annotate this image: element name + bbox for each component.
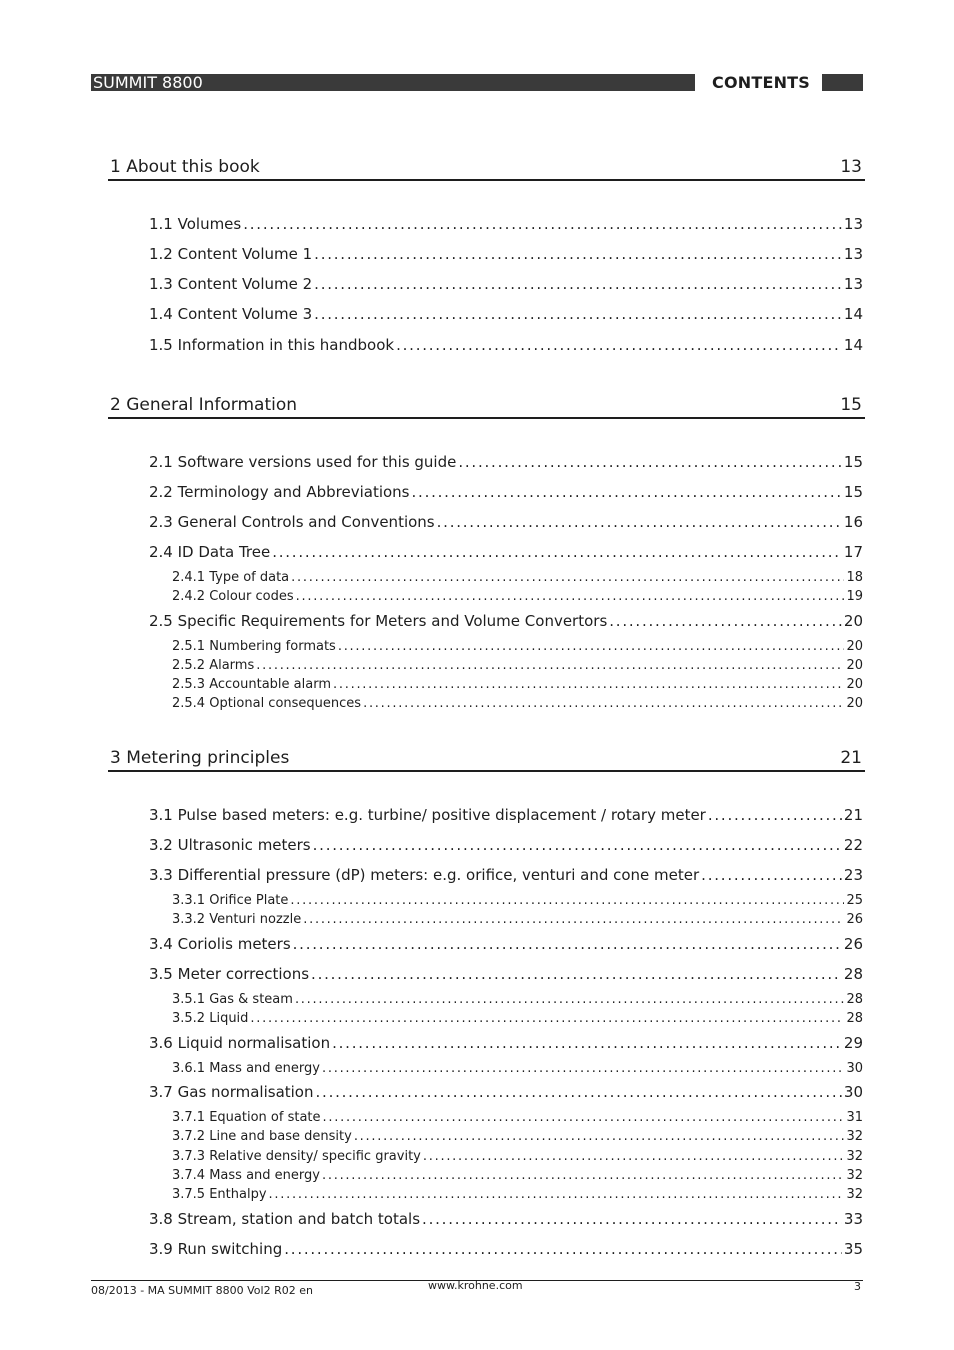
toc-entry-title: 3.5.2 Liquid xyxy=(172,1011,249,1026)
toc-chapter-heading[interactable] xyxy=(108,746,865,772)
toc-section-entry[interactable] xyxy=(149,805,863,825)
toc-subsection-entry[interactable] xyxy=(172,911,863,928)
toc-entry-page: 13 xyxy=(843,275,863,293)
toc-section-entry[interactable] xyxy=(149,964,863,984)
toc-entry-title: 3.5.1 Gas & steam xyxy=(172,992,293,1007)
toc-section-entry[interactable] xyxy=(149,934,863,954)
toc-entry-page: 19 xyxy=(846,589,863,604)
toc-section-entry[interactable] xyxy=(149,542,863,562)
toc-entry-page: 18 xyxy=(846,570,863,585)
toc-entry-title: 2.5.2 Alarms xyxy=(172,658,255,673)
toc-entry-page: 13 xyxy=(843,245,863,263)
toc-section-entry[interactable] xyxy=(149,335,863,355)
toc-dot-leader xyxy=(314,274,842,294)
toc-dot-leader xyxy=(437,512,842,532)
toc-chapter-title: 1 About this book xyxy=(110,157,260,177)
toc-dot-leader xyxy=(422,1209,842,1229)
toc-entry-title: 3.7.3 Relative density/ specific gravity xyxy=(172,1149,421,1164)
toc-entry-title: 1.2 Content Volume 1 xyxy=(149,245,313,263)
toc-entry-page: 28 xyxy=(843,965,863,983)
toc-section-entry[interactable] xyxy=(149,835,863,855)
toc-dot-leader xyxy=(338,638,845,655)
toc-entry-page: 14 xyxy=(843,336,863,354)
toc-entry-title: 2.3 General Controls and Conventions xyxy=(149,513,435,531)
toc-dot-leader xyxy=(333,676,844,693)
toc-entry-title: 1.4 Content Volume 3 xyxy=(149,305,313,323)
toc-section-entry[interactable] xyxy=(149,244,863,264)
toc-entry-page: 28 xyxy=(846,1011,863,1026)
toc-subsection-entry[interactable] xyxy=(172,638,863,655)
toc-entry-title: 3.3.2 Venturi nozzle xyxy=(172,912,302,927)
toc-dot-leader xyxy=(272,542,842,562)
toc-entry-title: 3.5 Meter corrections xyxy=(149,965,310,983)
toc-chapter-page: 13 xyxy=(840,157,862,177)
toc-dot-leader xyxy=(396,335,842,355)
toc-entry-page: 32 xyxy=(846,1129,863,1144)
toc-subsection-entry[interactable] xyxy=(172,588,863,605)
toc-dot-leader xyxy=(316,1082,842,1102)
toc-entry-page: 15 xyxy=(843,453,863,471)
toc-subsection-entry[interactable] xyxy=(172,695,863,712)
toc-entry-title: 3.4 Coriolis meters xyxy=(149,935,291,953)
toc-dot-leader xyxy=(293,934,842,954)
toc-entry-title: 2.5.3 Accountable alarm xyxy=(172,677,331,692)
toc-chapter-heading[interactable] xyxy=(108,393,865,419)
toc-entry-title: 2.5.4 Optional consequences xyxy=(172,696,362,711)
toc-entry-page: 20 xyxy=(846,639,863,654)
toc-entry-title: 2.4.1 Type of data xyxy=(172,570,290,585)
toc-entry-page: 20 xyxy=(846,677,863,692)
toc-dot-leader xyxy=(332,1033,842,1053)
toc-entry-page: 32 xyxy=(846,1149,863,1164)
toc-entry-title: 1.5 Information in this handbook xyxy=(149,336,395,354)
toc-subsection-entry[interactable] xyxy=(172,991,863,1008)
toc-dot-leader xyxy=(296,588,845,605)
toc-dot-leader xyxy=(314,244,842,264)
toc-entry-title: 3.1 Pulse based meters: e.g. turbine/ positive displacement / rotary meter xyxy=(149,806,706,824)
toc-subsection-entry[interactable] xyxy=(172,1109,863,1126)
toc-entry-title: 2.5 Specific Requirements for Meters and Volume Convertors xyxy=(149,612,608,630)
toc-entry-page: 16 xyxy=(843,513,863,531)
toc-entry-title: 3.7.1 Equation of state xyxy=(172,1110,321,1125)
toc-subsection-entry[interactable] xyxy=(172,657,863,674)
toc-dot-leader xyxy=(412,482,842,502)
toc-entry-page: 22 xyxy=(843,836,863,854)
toc-entry-page: 35 xyxy=(843,1240,863,1258)
toc-entry-title: 2.5.1 Numbering formats xyxy=(172,639,336,654)
toc-entry-page: 26 xyxy=(846,912,863,927)
toc-section-entry[interactable] xyxy=(149,482,863,502)
toc-dot-leader xyxy=(243,214,842,234)
toc-entry-page: 23 xyxy=(843,866,863,884)
toc-entry-page: 20 xyxy=(846,696,863,711)
toc-entry-page: 21 xyxy=(843,806,863,824)
toc-section-entry[interactable] xyxy=(149,304,863,324)
footer-website: www.krohne.com xyxy=(428,1279,523,1292)
toc-dot-leader xyxy=(311,964,842,984)
toc-subsection-entry[interactable] xyxy=(172,569,863,586)
toc-entry-title: 2.4.2 Colour codes xyxy=(172,589,294,604)
toc-dot-leader xyxy=(314,304,842,324)
toc-entry-page: 25 xyxy=(846,893,863,908)
toc-dot-leader xyxy=(609,611,842,631)
toc-entry-title: 3.9 Run switching xyxy=(149,1240,283,1258)
toc-entry-page: 28 xyxy=(846,992,863,1007)
toc-dot-leader xyxy=(291,569,844,586)
toc-subsection-entry[interactable] xyxy=(172,676,863,693)
toc-dot-leader xyxy=(323,1109,845,1126)
toc-entry-page: 33 xyxy=(843,1210,863,1228)
toc-section-entry[interactable] xyxy=(149,452,863,472)
toc-entry-page: 30 xyxy=(846,1061,863,1076)
toc-subsection-entry[interactable] xyxy=(172,892,863,909)
header-doc-title: SUMMIT 8800 xyxy=(93,73,203,92)
toc-entry-title: 3.7.4 Mass and energy xyxy=(172,1168,320,1183)
toc-subsection-entry[interactable] xyxy=(172,1186,863,1203)
toc-section-entry[interactable] xyxy=(149,1239,863,1259)
toc-dot-leader xyxy=(458,452,842,472)
toc-chapter-title: 2 General Information xyxy=(110,395,298,415)
toc-entry-title: 3.6.1 Mass and energy xyxy=(172,1061,320,1076)
toc-section-entry[interactable] xyxy=(149,274,863,294)
toc-entry-title: 3.6 Liquid normalisation xyxy=(149,1034,331,1052)
toc-entry-page: 14 xyxy=(843,305,863,323)
toc-dot-leader xyxy=(269,1186,845,1203)
toc-entry-page: 30 xyxy=(843,1083,863,1101)
toc-entry-title: 3.7 Gas normalisation xyxy=(149,1083,314,1101)
toc-entry-title: 2.4 ID Data Tree xyxy=(149,543,271,561)
toc-entry-title: 3.2 Ultrasonic meters xyxy=(149,836,311,854)
toc-dot-leader xyxy=(250,1010,844,1027)
toc-dot-leader xyxy=(284,1239,842,1259)
toc-section-entry[interactable] xyxy=(149,865,863,885)
toc-entry-title: 1.3 Content Volume 2 xyxy=(149,275,313,293)
toc-section-entry[interactable] xyxy=(149,512,863,532)
toc-entry-page: 26 xyxy=(843,935,863,953)
toc-entry-title: 3.7.5 Enthalpy xyxy=(172,1187,267,1202)
toc-entry-page: 20 xyxy=(846,658,863,673)
toc-chapter-page: 21 xyxy=(840,748,862,768)
toc-subsection-entry[interactable] xyxy=(172,1060,863,1077)
toc-subsection-entry[interactable] xyxy=(172,1010,863,1027)
toc-dot-leader xyxy=(313,835,842,855)
toc-subsection-entry[interactable] xyxy=(172,1167,863,1184)
footer-page-number: 3 xyxy=(854,1280,861,1293)
toc-entry-page: 32 xyxy=(846,1187,863,1202)
toc-entry-title: 2.2 Terminology and Abbreviations xyxy=(149,483,410,501)
toc-entry-title: 1.1 Volumes xyxy=(149,215,242,233)
toc-entry-page: 31 xyxy=(846,1110,863,1125)
toc-entry-title: 3.7.2 Line and base density xyxy=(172,1129,352,1144)
toc-entry-page: 17 xyxy=(843,543,863,561)
toc-chapter-page: 15 xyxy=(840,395,862,415)
toc-section-entry[interactable] xyxy=(149,1082,863,1102)
toc-subsection-entry[interactable] xyxy=(172,1128,863,1145)
toc-entry-title: 3.8 Stream, station and batch totals xyxy=(149,1210,421,1228)
toc-entry-title: 2.1 Software versions used for this guide xyxy=(149,453,457,471)
toc-dot-leader xyxy=(322,1167,844,1184)
toc-dot-leader xyxy=(701,865,842,885)
toc-section-entry[interactable] xyxy=(149,1209,863,1229)
toc-entry-page: 15 xyxy=(843,483,863,501)
toc-subsection-entry[interactable] xyxy=(172,1148,863,1165)
toc-dot-leader xyxy=(423,1148,845,1165)
footer-doc-ref: 08/2013 - MA SUMMIT 8800 Vol2 R02 en xyxy=(91,1284,313,1297)
toc-dot-leader xyxy=(295,991,845,1008)
toc-entry-page: 13 xyxy=(843,215,863,233)
header-section-label: CONTENTS xyxy=(712,73,811,92)
toc-chapter-title: 3 Metering principles xyxy=(110,748,290,768)
toc-dot-leader xyxy=(708,805,842,825)
toc-section-entry[interactable] xyxy=(149,214,863,234)
toc-dot-leader xyxy=(303,911,844,928)
toc-entry-title: 3.3 Differential pressure (dP) meters: e.g. orifice, venturi and cone meter xyxy=(149,866,700,884)
toc-section-entry[interactable] xyxy=(149,1033,863,1053)
toc-dot-leader xyxy=(290,892,844,909)
toc-dot-leader xyxy=(256,657,844,674)
toc-chapter-heading[interactable] xyxy=(108,155,865,181)
toc-entry-page: 32 xyxy=(846,1168,863,1183)
toc-dot-leader xyxy=(322,1060,844,1077)
toc-dot-leader xyxy=(363,695,844,712)
toc-dot-leader xyxy=(354,1128,845,1145)
toc-entry-page: 29 xyxy=(843,1034,863,1052)
toc-entry-page: 20 xyxy=(843,612,863,630)
toc-entry-title: 3.3.1 Orifice Plate xyxy=(172,893,289,908)
toc-section-entry[interactable] xyxy=(149,611,863,631)
